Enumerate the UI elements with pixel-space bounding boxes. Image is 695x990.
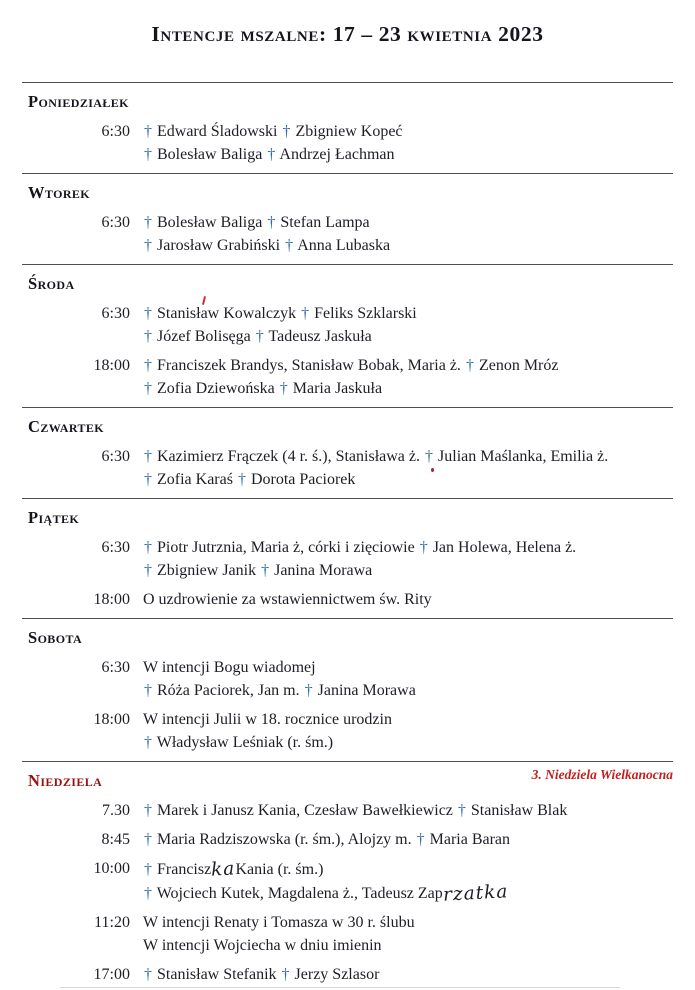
cross-icon: † (279, 380, 288, 397)
mass-intentions (130, 211, 390, 257)
intention-line: W intencji Wojciecha w dniu imienin (143, 937, 382, 954)
cross-icon: † (255, 328, 264, 345)
cross-icon: † (144, 305, 152, 322)
cross-icon: † (304, 682, 313, 699)
cross-icon: † (144, 328, 152, 345)
cross-icon: † (144, 357, 152, 374)
intention-line: W intencji Bogu wiadomej (143, 659, 316, 676)
mass-row (22, 445, 673, 491)
intention-line: † Zofia Karaś † Dorota Paciorek (144, 471, 356, 488)
mass-row (22, 588, 673, 611)
bottom-page-edge-line (60, 987, 620, 988)
cross-icon: † (144, 448, 152, 465)
day-heading-thursday: Czwartek (28, 417, 105, 436)
cross-icon: † (144, 214, 152, 231)
cross-icon: † (416, 831, 425, 848)
intention-line: † Władysław Leśniak (r. śm.) (144, 734, 334, 751)
cross-icon: † (285, 237, 294, 254)
page-title: Intencje mszalne: 17 – 23 kwietnia 2023 (151, 22, 544, 46)
intention-line: † Stanisław Kowalczyk † Feliks Szklarski (144, 305, 417, 322)
mass-time: 7.30 (102, 802, 130, 819)
day-heading-friday: Piątek (28, 508, 80, 527)
mass-intentions (130, 857, 508, 905)
mass-intentions (130, 354, 558, 400)
mass-row (22, 911, 673, 957)
mass-row (22, 302, 673, 348)
day-section-thursday (22, 407, 673, 498)
mass-row (22, 828, 673, 851)
intention-line: † Marek i Janusz Kania, Czesław Bawełkiewicz † Stanisław Blak (144, 802, 568, 819)
cross-icon: † (261, 562, 270, 579)
mass-time: 6:30 (101, 448, 130, 465)
intention-line: † Franciszek Brandys, Stanisław Bobak, Maria ż. † Zenon Mróz (144, 357, 559, 374)
intention-line: † Stanisław Stefanik † Jerzy Szlasor (144, 966, 380, 983)
intention-line: O uzdrowienie za wstawiennictwem św. Rity (143, 591, 432, 608)
cross-icon: † (237, 471, 246, 488)
day-sections-list (22, 82, 673, 990)
mass-row (22, 211, 673, 257)
mass-intentions (130, 536, 576, 582)
cross-icon: † (282, 123, 291, 140)
day-section-friday (22, 498, 673, 618)
mass-time: 18:00 (93, 591, 130, 608)
intention-line: † Jarosław Grabiński † Anna Lubaska (144, 237, 391, 254)
mass-row (22, 354, 673, 400)
intention-line: † Róża Paciorek, Jan m. † Janina Morawa (144, 682, 416, 699)
intention-line: † Bolesław Baliga † Andrzej Łachman (144, 146, 395, 163)
day-section-wednesday (22, 264, 673, 407)
intention-line: † Edward Śladowski † Zbigniew Kopeć (144, 123, 403, 140)
mass-time: 6:30 (101, 305, 130, 322)
day-heading-tuesday: Wtorek (28, 183, 91, 202)
cross-icon: † (144, 802, 152, 819)
mass-time: 18:00 (93, 711, 130, 728)
cross-icon: † (144, 539, 152, 556)
cross-icon: † (419, 539, 428, 556)
intention-line: † Piotr Jutrznia, Maria ż, córki i zięciowie † Jan Holewa, Helena ż. (144, 539, 577, 556)
cross-icon: † (267, 214, 276, 231)
mass-intentions (130, 656, 416, 702)
mass-intentions (130, 799, 567, 822)
day-heading-monday: Poniedziałek (28, 92, 129, 111)
intention-line: † FranciszkaKania (r. śm.) (144, 858, 324, 881)
mass-intentions (130, 911, 415, 957)
intention-line: W intencji Renaty i Tomasza w 30 r. ślubu (143, 914, 415, 931)
cross-icon: † (144, 885, 152, 902)
cross-icon: † (267, 146, 276, 163)
mass-intentions (130, 302, 417, 348)
cross-icon: † (425, 448, 434, 465)
mass-intentions (130, 828, 510, 851)
handwritten-text: rzatka (442, 881, 509, 906)
day-section-monday (22, 82, 673, 173)
mass-row (22, 656, 673, 702)
mass-intentions (130, 588, 432, 611)
day-heading-saturday: Sobota (28, 628, 83, 647)
mass-time: 6:30 (101, 123, 130, 140)
cross-icon: † (144, 380, 152, 397)
mass-time: 10:00 (93, 860, 130, 877)
day-heading-sunday: Niedziela (28, 771, 103, 790)
intention-line: † Bolesław Baliga † Stefan Lampa (144, 214, 370, 231)
mass-intentions (130, 120, 403, 166)
mass-time: 6:30 (101, 214, 130, 231)
mass-row (22, 799, 673, 822)
day-section-sunday (22, 761, 673, 990)
intention-line: † Kazimierz Frączek (4 r. ś.), Stanisława ż. † Julian Maślanka, Emilia ż. (144, 448, 609, 465)
cross-icon: † (465, 357, 474, 374)
mass-row (22, 708, 673, 754)
cross-icon: † (144, 861, 152, 878)
cross-icon: † (144, 734, 152, 751)
intention-line: † Zofia Dziewońska † Maria Jaskuła (144, 380, 383, 397)
day-section-tuesday (22, 173, 673, 264)
mass-intentions (130, 708, 392, 754)
intention-line: † Józef Bolisęga † Tadeusz Jaskuła (144, 328, 372, 345)
cross-icon: † (144, 146, 152, 163)
intention-line: † Zbigniew Janik † Janina Morawa (144, 562, 373, 579)
liturgical-note: 3. Niedziela Wielkanocna (531, 767, 673, 782)
cross-icon: † (144, 237, 152, 254)
mass-time: 11:20 (94, 914, 130, 931)
cross-icon: † (457, 802, 466, 819)
mass-intentions (130, 963, 379, 986)
cross-icon: † (144, 682, 152, 699)
intention-line: † Wojciech Kutek, Magdalena ż., Tadeusz Zaprzatka (144, 881, 509, 906)
mass-row (22, 963, 673, 986)
cross-icon: † (144, 831, 152, 848)
handwritten-text: ka (210, 858, 237, 881)
red-pen-dot-mark (431, 468, 434, 472)
mass-row (22, 536, 673, 582)
day-section-saturday (22, 618, 673, 761)
cross-icon: † (144, 966, 152, 983)
mass-time: 8:45 (101, 831, 130, 848)
cross-icon: † (144, 562, 152, 579)
day-heading-wednesday: Środa (28, 274, 75, 293)
intention-line: W intencji Julii w 18. rocznice urodzin (143, 711, 392, 728)
mass-row (22, 120, 673, 166)
mass-time: 6:30 (101, 659, 130, 676)
mass-intentions (130, 445, 608, 491)
mass-time: 6:30 (101, 539, 130, 556)
cross-icon: † (301, 305, 310, 322)
page-header (0, 0, 695, 82)
intention-line: † Maria Radziszowska (r. śm.), Alojzy m. † Maria Baran (144, 831, 511, 848)
cross-icon: † (144, 471, 152, 488)
mass-row (22, 857, 673, 905)
mass-time: 18:00 (93, 357, 130, 374)
cross-icon: † (281, 966, 290, 983)
cross-icon: † (144, 123, 152, 140)
mass-time: 17:00 (93, 966, 130, 983)
